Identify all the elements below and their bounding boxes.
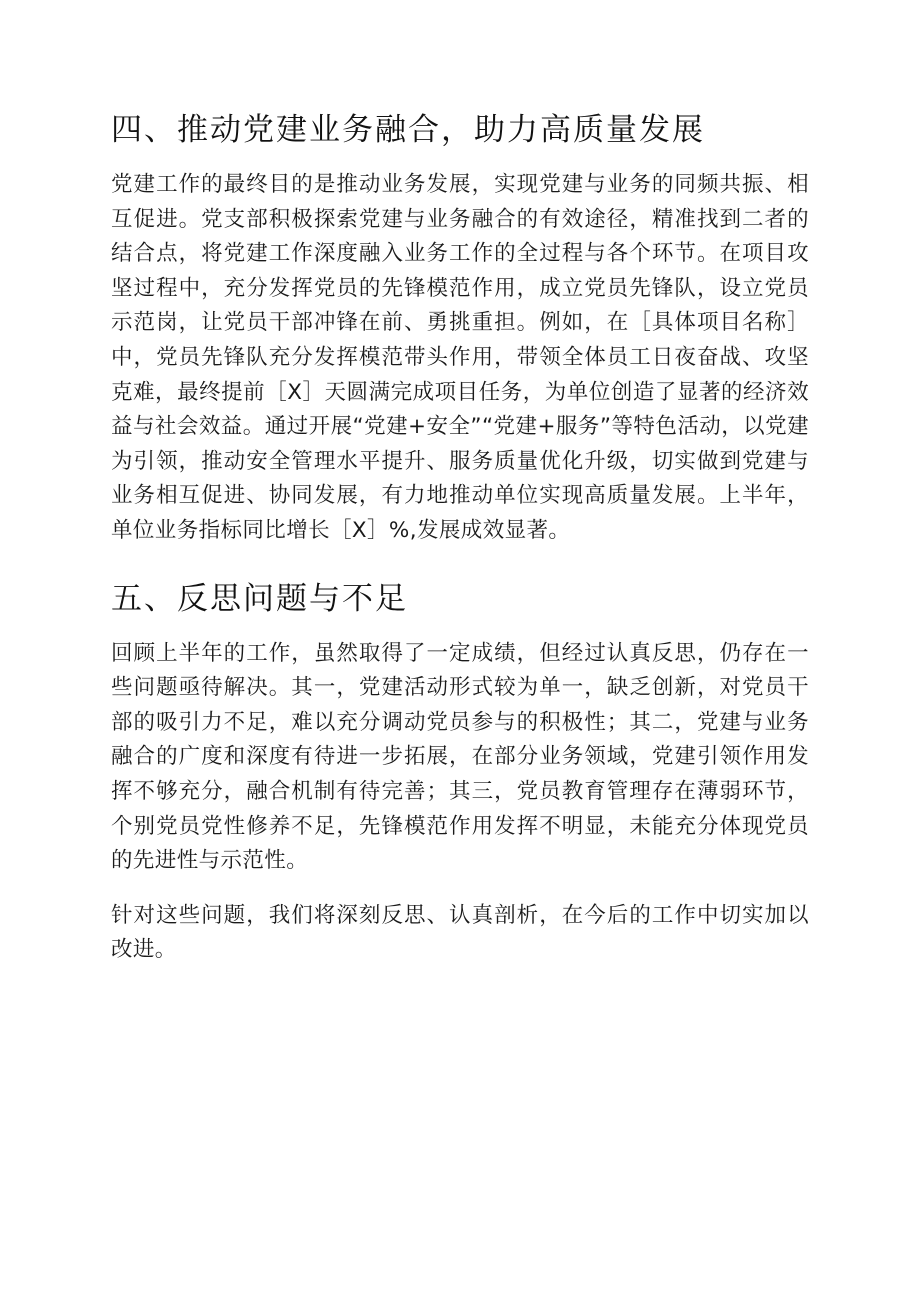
section-4-paragraph-1: 党建工作的最终目的是推动业务发展，实现党建与业务的同频共振、相互促进。党支部积极探索党建与业务融合的有效途径，精准找到二者的结合点，将党建工作深度融入业务工作的全过程与各个环节。在项目攻坚过程中，充分发挥党员的先锋模范作用，成立党员先锋队，设立党员示范岗，让党员干部冲锋在前、勇挑重担。例如，在［具体项目名称］中，党员先锋队充分发挥模范带头作用，带领全体员工日夜奋战、攻坚克难，最终提前［X］天圆满完成项目任务，为单位创造了显著的经济效益与社会效益。通过开展“党建+安全”“党建+服务”等特色活动，以党建为引领，推动安全管理水平提升、服务质量优化升级，切实做到党建与业务相互促进、协同发展，有力地推动单位实现高质量发展。上半年，单位业务指标同比增长［X］%,发展成效显著。: [111, 172, 809, 543]
section-5-paragraph-1: 回顾上半年的工作，虽然取得了一定成绩，但经过认真反思，仍存在一些问题亟待解决。其一，党建活动形式较为单一，缺乏创新，对党员干部的吸引力不足，难以充分调动党员参与的积极性；其二，党建与业务融合的广度和深度有待进一步拓展，在部分业务领域，党建引领作用发挥不够充分，融合机制有待完善；其三，党员教育管理存在薄弱环节，个别党员党性修养不足，先锋模范作用发挥不明显，未能充分体现党员的先进性与示范性。: [111, 640, 809, 874]
section-heading-5: 五、反思问题与不足: [111, 580, 408, 617]
document-page: [111, 104, 809, 968]
section-heading-4: 四、推动党建业务融合，助力高质量发展: [111, 112, 705, 148]
section-5-paragraph-2: 针对这些问题，我们将深刻反思、认真剖析，在今后的工作中切实加以改进。: [111, 902, 809, 963]
